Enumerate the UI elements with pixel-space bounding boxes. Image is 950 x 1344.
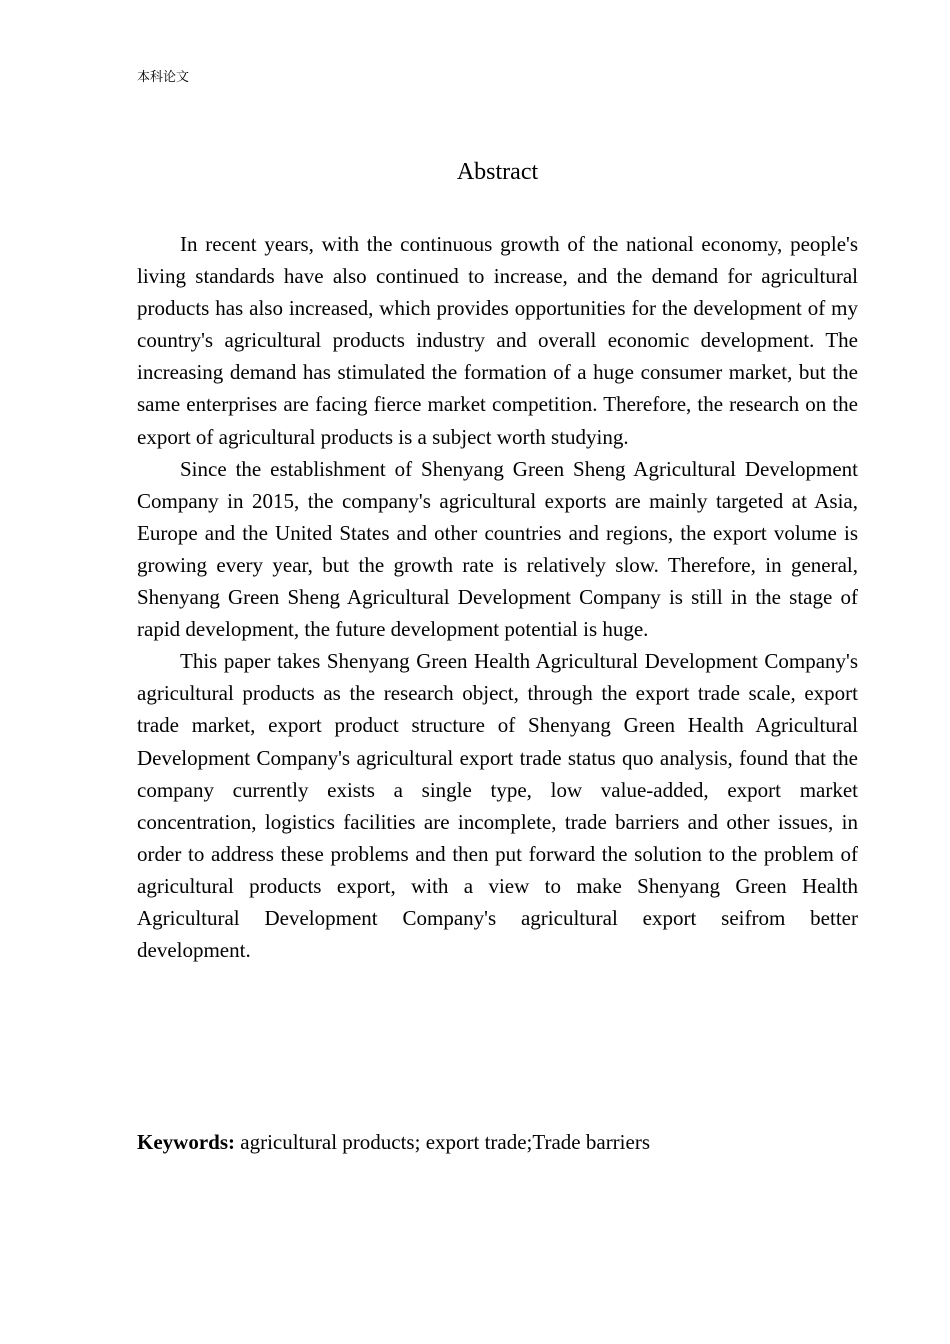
- abstract-title: Abstract: [456, 159, 539, 185]
- keywords-line: [137, 1126, 858, 1158]
- keywords-text: agricultural products; export trade;Trade barriers: [235, 1130, 650, 1154]
- page-header: 本科论文: [137, 70, 190, 85]
- abstract-paragraph-1: In recent years, with the continuous growth of the national economy, people's living standards have also continued to increase, and the demand for agricultural products has also increased, which provides opportunities for the development of my country's agricultural products industry and overall economic development. The increasing demand has stimulated the formation of a huge consumer market, but the same enterprises are facing fierce market competition. Therefore, the research on the export of agricultural products is a subject worth studying.: [137, 232, 858, 449]
- keywords-label: Keywords:: [137, 1130, 235, 1154]
- abstract-paragraph-3: This paper takes Shenyang Green Health Agricultural Development Company's agricultural products as the research object, through the export trade scale, export trade market, export product structure of Shenyang Green Health Agricultural Development Company's agricultural export trade status quo analysis, found that the company currently exists a single type, low value-added, export market concentration, logistics facilities are incomplete, trade barriers and other issues, in order to address these problems and then put forward the solution to the problem of agricultural products export, with a view to make Shenyang Green Health Agricultural Development Company's agricultural export seifrom better development.: [137, 649, 858, 963]
- abstract-paragraph-2: Since the establishment of Shenyang Green Sheng Agricultural Development Company in 2015, the company's agricultural exports are mainly targeted at Asia, Europe and the United States and other countries and regions, the export volume is growing every year, but the growth rate is relatively slow. Therefore, in general, Shenyang Green Sheng Agricultural Development Company is still in the stage of rapid development, the future development potential is huge.: [137, 456, 858, 642]
- abstract-body: [137, 228, 858, 966]
